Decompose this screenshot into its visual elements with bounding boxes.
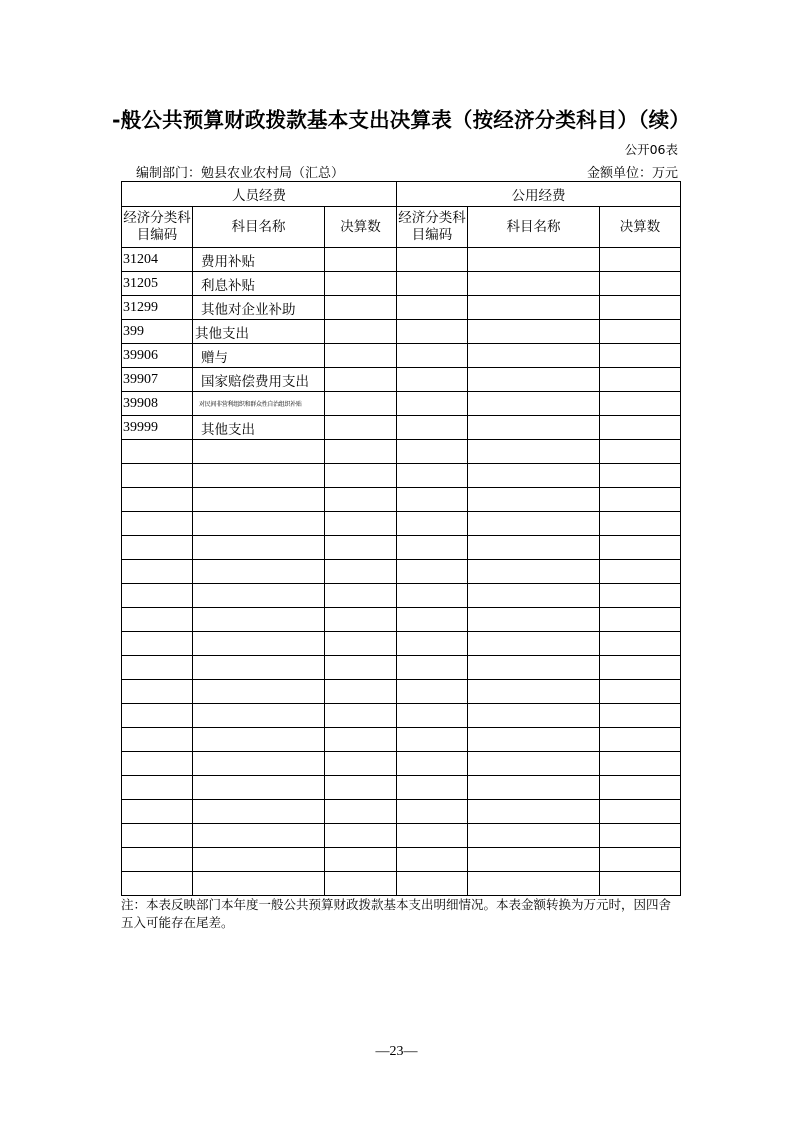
empty-cell bbox=[600, 704, 681, 728]
row-name: 其他支出 bbox=[193, 320, 325, 344]
empty-cell bbox=[397, 704, 468, 728]
cell bbox=[600, 344, 681, 368]
empty-cell bbox=[397, 464, 468, 488]
empty-cell bbox=[122, 800, 193, 824]
empty-cell bbox=[193, 824, 325, 848]
empty-cell bbox=[193, 584, 325, 608]
table-row bbox=[122, 272, 681, 296]
empty-cell bbox=[600, 584, 681, 608]
empty-cell bbox=[122, 512, 193, 536]
empty-cell bbox=[397, 632, 468, 656]
empty-cell bbox=[325, 872, 397, 896]
empty-cell bbox=[325, 656, 397, 680]
table-row bbox=[122, 416, 681, 440]
row-code: 39907 bbox=[122, 368, 193, 392]
amount-unit: 金额单位：万元 bbox=[586, 166, 678, 181]
table-row bbox=[122, 368, 681, 392]
empty-cell bbox=[397, 776, 468, 800]
cell bbox=[397, 368, 468, 392]
compiling-department: 编制部门：勉县农业农村局（汇总） bbox=[136, 166, 345, 181]
col-header-code-public: 经济分类科目编码 bbox=[397, 207, 468, 248]
col-header-name: 科目名称 bbox=[193, 207, 325, 248]
empty-cell bbox=[193, 560, 325, 584]
row-name: 其他支出 bbox=[193, 416, 325, 440]
empty-cell bbox=[325, 800, 397, 824]
empty-cell bbox=[468, 632, 600, 656]
empty-cell bbox=[193, 488, 325, 512]
empty-cell bbox=[397, 512, 468, 536]
empty-cell bbox=[600, 848, 681, 872]
empty-table-row bbox=[122, 848, 681, 872]
empty-cell bbox=[325, 512, 397, 536]
empty-cell bbox=[600, 824, 681, 848]
empty-cell bbox=[397, 656, 468, 680]
empty-cell bbox=[397, 440, 468, 464]
empty-cell bbox=[325, 536, 397, 560]
empty-cell bbox=[468, 752, 600, 776]
empty-cell bbox=[122, 848, 193, 872]
empty-table-row bbox=[122, 608, 681, 632]
empty-cell bbox=[468, 608, 600, 632]
empty-cell bbox=[193, 680, 325, 704]
row-code: 39908 bbox=[122, 392, 193, 416]
cell bbox=[397, 392, 468, 416]
empty-cell bbox=[468, 536, 600, 560]
column-header-row bbox=[122, 207, 681, 248]
empty-table-row bbox=[122, 776, 681, 800]
table-row bbox=[122, 392, 681, 416]
empty-table-row bbox=[122, 656, 681, 680]
empty-cell bbox=[468, 848, 600, 872]
empty-cell bbox=[397, 584, 468, 608]
empty-cell bbox=[468, 584, 600, 608]
empty-cell bbox=[397, 800, 468, 824]
cell bbox=[468, 416, 600, 440]
empty-cell bbox=[325, 752, 397, 776]
row-name: 利息补贴 bbox=[193, 272, 325, 296]
empty-cell bbox=[193, 800, 325, 824]
row-code: 31299 bbox=[122, 296, 193, 320]
empty-cell bbox=[600, 632, 681, 656]
empty-table-row bbox=[122, 680, 681, 704]
empty-cell bbox=[122, 488, 193, 512]
cell bbox=[468, 344, 600, 368]
empty-cell bbox=[600, 488, 681, 512]
row-name: 赠与 bbox=[193, 344, 325, 368]
empty-cell bbox=[397, 728, 468, 752]
empty-cell bbox=[397, 872, 468, 896]
empty-cell bbox=[122, 608, 193, 632]
empty-table-row bbox=[122, 536, 681, 560]
col-header-amount: 决算数 bbox=[325, 207, 397, 248]
empty-cell bbox=[193, 752, 325, 776]
empty-table-row bbox=[122, 800, 681, 824]
cell bbox=[468, 296, 600, 320]
row-code: 31205 bbox=[122, 272, 193, 296]
empty-table-row bbox=[122, 488, 681, 512]
row-code: 399 bbox=[122, 320, 193, 344]
empty-cell bbox=[122, 632, 193, 656]
col-header-name-public: 科目名称 bbox=[468, 207, 600, 248]
empty-cell bbox=[325, 680, 397, 704]
row-amount bbox=[325, 320, 397, 344]
empty-cell bbox=[468, 800, 600, 824]
cell bbox=[468, 272, 600, 296]
empty-cell bbox=[468, 464, 600, 488]
empty-cell bbox=[193, 536, 325, 560]
empty-cell bbox=[122, 584, 193, 608]
cell bbox=[600, 296, 681, 320]
empty-cell bbox=[600, 608, 681, 632]
empty-cell bbox=[600, 512, 681, 536]
empty-cell bbox=[193, 632, 325, 656]
empty-cell bbox=[468, 488, 600, 512]
empty-cell bbox=[193, 608, 325, 632]
empty-cell bbox=[397, 536, 468, 560]
empty-cell bbox=[193, 464, 325, 488]
footnote: 注：本表反映部门本年度一般公共预算财政拨款基本支出明细情况。本表金额转换为万元时，因四舍五入可能存在尾差。 bbox=[121, 897, 672, 930]
empty-cell bbox=[193, 872, 325, 896]
empty-cell bbox=[397, 752, 468, 776]
empty-cell bbox=[325, 560, 397, 584]
cell bbox=[468, 248, 600, 272]
empty-table-row bbox=[122, 752, 681, 776]
row-code: 31204 bbox=[122, 248, 193, 272]
empty-cell bbox=[468, 680, 600, 704]
empty-cell bbox=[600, 752, 681, 776]
empty-cell bbox=[193, 704, 325, 728]
empty-cell bbox=[325, 632, 397, 656]
page-number: —23— bbox=[375, 1044, 418, 1059]
row-name: 费用补贴 bbox=[193, 248, 325, 272]
empty-cell bbox=[600, 680, 681, 704]
empty-cell bbox=[600, 872, 681, 896]
empty-cell bbox=[325, 488, 397, 512]
empty-table-row bbox=[122, 632, 681, 656]
empty-cell bbox=[122, 680, 193, 704]
row-name: 其他对企业补助 bbox=[193, 296, 325, 320]
cell bbox=[468, 320, 600, 344]
cell bbox=[600, 392, 681, 416]
row-amount bbox=[325, 272, 397, 296]
empty-table-row bbox=[122, 824, 681, 848]
row-name: 对民间非营利组织和群众性自治组织补贴 bbox=[193, 392, 325, 416]
empty-cell bbox=[122, 872, 193, 896]
cell bbox=[397, 296, 468, 320]
empty-cell bbox=[325, 608, 397, 632]
empty-cell bbox=[468, 872, 600, 896]
empty-cell bbox=[468, 728, 600, 752]
empty-cell bbox=[600, 536, 681, 560]
row-code: 39906 bbox=[122, 344, 193, 368]
empty-table-row bbox=[122, 872, 681, 896]
cell bbox=[600, 272, 681, 296]
cell bbox=[600, 416, 681, 440]
empty-cell bbox=[193, 440, 325, 464]
empty-cell bbox=[122, 464, 193, 488]
page-title: -般公共预算财政拨款基本支出决算表（按经济分类科目）（续） bbox=[112, 108, 691, 132]
cell bbox=[600, 320, 681, 344]
empty-cell bbox=[122, 728, 193, 752]
col-header-amount-public: 决算数 bbox=[600, 207, 681, 248]
empty-cell bbox=[325, 848, 397, 872]
empty-cell bbox=[193, 776, 325, 800]
empty-table-row bbox=[122, 728, 681, 752]
expenditure-table bbox=[121, 181, 681, 896]
empty-cell bbox=[397, 608, 468, 632]
empty-table-row bbox=[122, 584, 681, 608]
empty-cell bbox=[122, 560, 193, 584]
cell bbox=[600, 248, 681, 272]
empty-cell bbox=[325, 704, 397, 728]
empty-cell bbox=[397, 680, 468, 704]
empty-cell bbox=[600, 776, 681, 800]
empty-cell bbox=[600, 560, 681, 584]
empty-cell bbox=[600, 464, 681, 488]
empty-cell bbox=[325, 584, 397, 608]
row-name: 国家赔偿费用支出 bbox=[193, 368, 325, 392]
empty-cell bbox=[397, 560, 468, 584]
empty-cell bbox=[193, 656, 325, 680]
empty-cell bbox=[600, 728, 681, 752]
cell bbox=[468, 368, 600, 392]
cell bbox=[468, 392, 600, 416]
cell bbox=[397, 416, 468, 440]
empty-cell bbox=[468, 824, 600, 848]
row-amount bbox=[325, 344, 397, 368]
row-amount bbox=[325, 416, 397, 440]
row-code: 39999 bbox=[122, 416, 193, 440]
empty-cell bbox=[397, 848, 468, 872]
empty-cell bbox=[193, 848, 325, 872]
empty-cell bbox=[325, 728, 397, 752]
empty-cell bbox=[397, 824, 468, 848]
row-amount bbox=[325, 296, 397, 320]
cell bbox=[397, 272, 468, 296]
empty-cell bbox=[468, 704, 600, 728]
empty-cell bbox=[325, 464, 397, 488]
col-header-code: 经济分类科目编码 bbox=[122, 207, 193, 248]
empty-cell bbox=[468, 776, 600, 800]
empty-cell bbox=[193, 512, 325, 536]
empty-cell bbox=[193, 728, 325, 752]
empty-table-row bbox=[122, 440, 681, 464]
empty-cell bbox=[325, 440, 397, 464]
cell bbox=[397, 248, 468, 272]
empty-cell bbox=[122, 752, 193, 776]
empty-cell bbox=[468, 512, 600, 536]
table-row bbox=[122, 320, 681, 344]
empty-cell bbox=[600, 440, 681, 464]
empty-cell bbox=[122, 704, 193, 728]
table-row bbox=[122, 296, 681, 320]
group-header-row bbox=[122, 182, 681, 207]
empty-table-row bbox=[122, 512, 681, 536]
row-amount bbox=[325, 368, 397, 392]
empty-cell bbox=[468, 560, 600, 584]
empty-cell bbox=[122, 776, 193, 800]
empty-cell bbox=[600, 800, 681, 824]
empty-table-row bbox=[122, 560, 681, 584]
group-personnel-header: 人员经费 bbox=[122, 182, 397, 207]
row-amount bbox=[325, 248, 397, 272]
empty-cell bbox=[122, 824, 193, 848]
empty-cell bbox=[468, 440, 600, 464]
empty-cell bbox=[468, 656, 600, 680]
empty-table-row bbox=[122, 464, 681, 488]
empty-cell bbox=[122, 656, 193, 680]
row-amount bbox=[325, 392, 397, 416]
form-number: 公开06表 bbox=[624, 142, 678, 157]
empty-cell bbox=[122, 536, 193, 560]
table-row bbox=[122, 344, 681, 368]
empty-cell bbox=[325, 776, 397, 800]
empty-cell bbox=[325, 824, 397, 848]
empty-cell bbox=[397, 488, 468, 512]
table-row bbox=[122, 248, 681, 272]
cell bbox=[397, 320, 468, 344]
empty-cell bbox=[600, 656, 681, 680]
group-public-header: 公用经费 bbox=[397, 182, 681, 207]
cell bbox=[600, 368, 681, 392]
empty-cell bbox=[122, 440, 193, 464]
empty-table-row bbox=[122, 704, 681, 728]
cell bbox=[397, 344, 468, 368]
